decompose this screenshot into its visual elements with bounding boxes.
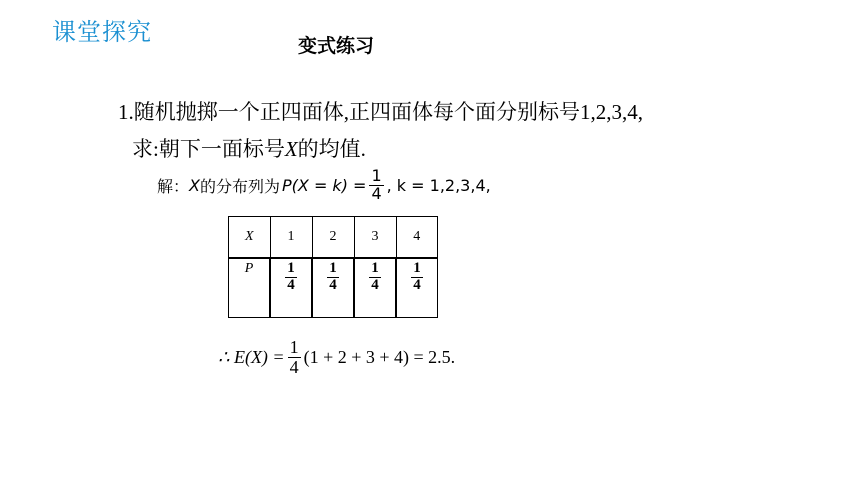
solution-suffix: , k = 1,2,3,4, <box>386 175 491 195</box>
expectation-frac-den: 4 <box>289 356 299 377</box>
table-cell: 2 <box>312 217 354 259</box>
frac-num: 1 <box>413 260 421 276</box>
distribution-table <box>228 216 438 318</box>
problem-line-1: 1.随机抛掷一个正四面体,正四面体每个面分别标号1,2,3,4, <box>118 100 643 124</box>
table-fraction <box>285 261 297 294</box>
subtitle: 变式练习 <box>298 35 375 57</box>
solution-lhs: P(X = k) = <box>282 175 367 195</box>
frac-num: 1 <box>287 260 295 276</box>
solution-text: 的分布列为 <box>199 176 280 196</box>
solution-line <box>157 168 491 203</box>
solution-fraction <box>369 168 383 203</box>
expectation-rhs: (1 + 2 + 3 + 4) = 2.5. <box>303 346 456 367</box>
frac-den: 4 <box>371 276 379 293</box>
table-cell <box>396 258 438 318</box>
expectation-frac-num: 1 <box>289 337 299 357</box>
expectation-lhs: ∴ E(X) = <box>218 346 285 367</box>
table-row-p <box>229 258 438 318</box>
solution-prefix: 解： <box>157 176 190 196</box>
solution-variable: X <box>189 175 200 195</box>
table-row-x <box>229 217 438 259</box>
frac-num: 1 <box>329 260 337 276</box>
expectation-fraction <box>288 338 301 377</box>
table-cell <box>270 258 312 318</box>
table-cell <box>354 258 396 318</box>
frac-num: 1 <box>371 260 379 276</box>
problem-text-suffix: 的均值. <box>297 137 366 161</box>
solution-frac-num: 1 <box>371 166 382 185</box>
problem-text-prefix: 求:朝下一面标号 <box>132 137 285 161</box>
problem-variable: X <box>284 137 298 161</box>
solution-frac-den: 4 <box>371 183 382 203</box>
table-cell <box>312 258 354 318</box>
table-cell: 1 <box>270 217 312 259</box>
expectation-line <box>218 338 455 377</box>
frac-den: 4 <box>329 276 337 293</box>
table-fraction <box>327 261 339 294</box>
table-fraction <box>369 261 381 294</box>
table-fraction <box>411 261 423 294</box>
table-cell: X <box>229 217 271 259</box>
table-cell: 4 <box>396 217 438 259</box>
section-header: 课堂探究 <box>52 18 152 46</box>
table-cell: P <box>229 258 271 318</box>
frac-den: 4 <box>413 276 421 293</box>
frac-den: 4 <box>287 276 295 293</box>
table-cell: 3 <box>354 217 396 259</box>
problem-line-2 <box>132 133 772 163</box>
